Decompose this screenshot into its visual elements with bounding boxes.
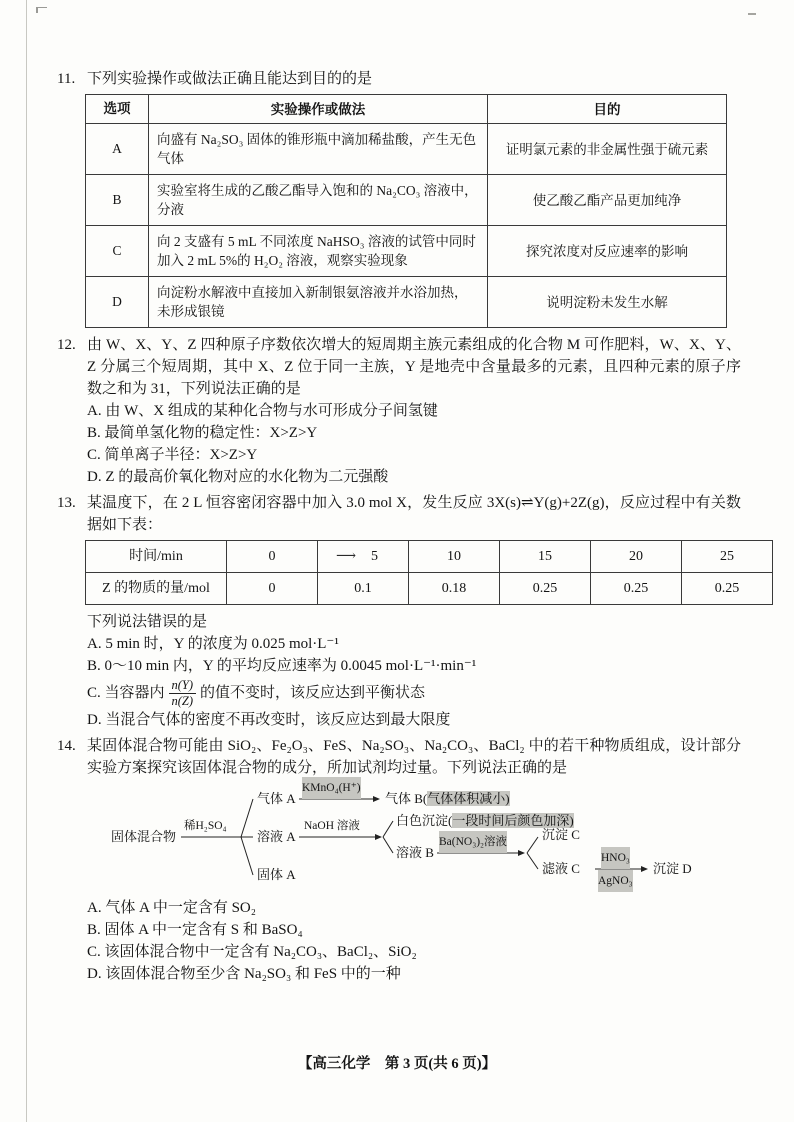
fc-filtrate-c: 滤液 C [542, 861, 580, 876]
question-11-number: 11. [57, 71, 76, 87]
q12-option-d: D. Z 的最高价氧化物对应的水化物为二元强酸 [87, 469, 389, 485]
question-13 [57, 492, 741, 731]
page-content [57, 68, 741, 989]
fc-reagent-agno3: AgNO₃ [598, 870, 633, 892]
q11-row-a-purpose: 证明氯元素的非金属性强于硫元素 [488, 124, 727, 175]
fc-gas-b-label: 气体 B( [385, 791, 428, 806]
fc-reagent-hno3: HNO₃ [601, 847, 630, 869]
q11-row-c-purpose: 探究浓度对反应速率的影响 [488, 226, 727, 277]
q13-time-10: 10 [409, 541, 500, 573]
q11-row-c-option: C [86, 226, 149, 277]
q11-row-b-operation: 实验室将生成的乙酸乙酯导入饱和的 Na₂CO₃ 溶液中，分液 [149, 175, 488, 226]
scan-mark-top-left [36, 7, 47, 13]
q11-row-b-option: B [86, 175, 149, 226]
q11-header-row [86, 95, 727, 124]
q11-row-d-option: D [86, 277, 149, 328]
q13-time-label: 时间/min [86, 541, 227, 573]
fc-solid-a: 固体 A [257, 867, 296, 882]
table-row [86, 226, 727, 277]
q11-row-a-operation: 向盛有 Na₂SO₃ 固体的锥形瓶中滴加稀盐酸，产生无色气体 [149, 124, 488, 175]
q14-option-a: A. 气体 A 中一定含有 SO₂ [87, 900, 256, 916]
fc-reagent-dilute-h2so4: 稀H₂SO₄ [184, 820, 227, 832]
table-row [86, 277, 727, 328]
q11-header-purpose: 目的 [488, 95, 727, 124]
q11-row-d-operation: 向淀粉水解液中直接加入新制银氨溶液并水浴加热，未形成银镜 [149, 277, 488, 328]
q13-amount-5: 0.25 [682, 573, 773, 605]
q12-option-c: C. 简单离子半径：X>Z>Y [87, 447, 258, 463]
fc-reagent-banо32: Ba(NO₃)₂溶液 [439, 831, 507, 853]
q11-row-b-purpose: 使乙酸乙酯产品更加纯净 [488, 175, 727, 226]
fc-solid-mixture: 固体混合物 [111, 829, 177, 844]
q11-header-option: 选项 [86, 95, 149, 124]
q13-time-row [86, 541, 773, 573]
fraction-nY-over-nZ [169, 678, 197, 708]
q14-option-d: D. 该固体混合物至少含 Na₂SO₃ 和 FeS 中的一种 [87, 966, 401, 982]
q13-option-a: A. 5 min 时，Y 的浓度为 0.025 mol·L⁻¹ [87, 636, 339, 652]
q13-amount-2: 0.18 [409, 573, 500, 605]
q13-amount-1: 0.1 [318, 573, 409, 605]
question-12-stem: 由 W、X、Y、Z 四种原子序数依次增大的短周期主族元素组成的化合物 M 可作肥料，W、X、Y、Z 分属三个短周期，其中 X、Z 位于同一主族，Y 是地壳中含量最多的元素，且四种元素的原子序数之和为 31，下列说法正确的是 [87, 337, 741, 397]
q11-row-a-option: A [86, 124, 149, 175]
table-row [86, 124, 727, 175]
q12-option-a: A. 由 W、X 组成的某种化合物与水可形成分子间氢键 [87, 403, 438, 419]
fc-precipitate-c: 沉淀 C [542, 827, 580, 842]
fc-reagent-kmno4: KMnO₄(H⁺) [302, 777, 361, 799]
q14-flowchart [83, 781, 743, 893]
fc-white-precipitate-note: 一段时间后颜色加深) [452, 813, 574, 828]
fc-solution-b: 溶液 B [396, 845, 434, 860]
question-14-stem-row [57, 735, 741, 779]
q13-time-20: 20 [591, 541, 682, 573]
question-11-stem: 下列实验操作或做法正确且能达到目的的是 [87, 71, 373, 87]
q11-row-d-purpose: 说明淀粉未发生水解 [488, 277, 727, 328]
q13-amount-3: 0.25 [500, 573, 591, 605]
fc-gas-b-note: 气体体积减小) [427, 791, 510, 806]
q12-option-b: B. 最简单氢化物的稳定性：X>Z>Y [87, 425, 318, 441]
question-13-number: 13. [57, 495, 76, 511]
question-11 [57, 68, 741, 328]
q13-amount-row [86, 573, 773, 605]
q11-row-c-operation: 向 2 支盛有 5 mL 不同浓度 NaHSO₃ 溶液的试管中同时加入 2 mL 5%的 H₂O₂ 溶液，观察实验现象 [149, 226, 488, 277]
q11-header-operation: 实验操作或做法 [149, 95, 488, 124]
fc-solution-a: 溶液 A [257, 829, 296, 844]
question-13-stem-row [57, 492, 741, 536]
question-13-stem: 某温度下，在 2 L 恒容密闭容器中加入 3.0 mol X，发生反应 3X(s)⇌Y(g)+2Z(g)，反应过程中有关数据如下表： [87, 495, 741, 533]
q13-option-d: D. 当混合气体的密度不再改变时，该反应达到最大限度 [87, 712, 451, 728]
q13-option-c-suffix: 的值不变时，该反应达到平衡状态 [200, 685, 426, 701]
q13-amount-4: 0.25 [591, 573, 682, 605]
q13-time-0: 0 [227, 541, 318, 573]
table-row [86, 175, 727, 226]
q13-option-b: B. 0～10 min 内，Y 的平均反应速率为 0.0045 mol·L⁻¹·min⁻¹ [87, 658, 477, 674]
question-12-stem-row [57, 334, 741, 400]
fc-gas-a: 气体 A [257, 791, 296, 806]
q13-time-5-value: 5 [371, 548, 379, 564]
q13-prompt: 下列说法错误的是 [87, 614, 208, 630]
q14-option-c: C. 该固体混合物中一定含有 Na₂CO₃、BaCl₂、SiO₂ [87, 944, 417, 960]
pen-arrow-mark: ⟶ [335, 548, 356, 564]
q14-option-b: B. 固体 A 中一定含有 S 和 BaSO₄ [87, 922, 303, 938]
q13-time-5 [318, 541, 409, 573]
q13-amount-0: 0 [227, 573, 318, 605]
q13-table [85, 540, 773, 605]
scan-edge-line [26, 0, 27, 1122]
question-12 [57, 334, 741, 488]
fc-gas-b [385, 788, 510, 810]
fraction-numerator: n(Y) [169, 678, 197, 693]
q13-time-25: 25 [682, 541, 773, 573]
question-12-number: 12. [57, 337, 76, 353]
q13-time-15: 15 [500, 541, 591, 573]
q13-option-c-prefix: C. 当容器内 [87, 685, 165, 701]
page-footer: 【高三化学 第 3 页(共 6 页)】 [297, 1056, 497, 1072]
q13-option-c [87, 677, 741, 709]
question-14-number: 14. [57, 738, 76, 754]
question-11-stem-row [57, 68, 741, 90]
scan-mark-top-right [748, 13, 756, 15]
fc-precipitate-d: 沉淀 D [653, 861, 692, 876]
fraction-denominator: n(Z) [171, 693, 194, 708]
fc-white-precipitate-label: 白色沉淀( [396, 813, 453, 828]
q13-amount-label: Z 的物质的量/mol [86, 573, 227, 605]
question-14 [57, 735, 741, 985]
question-14-stem: 某固体混合物可能由 SiO₂、Fe₂O₃、FeS、Na₂SO₃、Na₂CO₃、BaCl₂ 中的若干种物质组成，设计部分实验方案探究该固体混合物的成分，所加试剂均过量。下列说法正确的是 [87, 738, 741, 776]
q11-table [85, 94, 727, 328]
fc-reagent-naoh: NaOH 溶液 [304, 820, 360, 832]
